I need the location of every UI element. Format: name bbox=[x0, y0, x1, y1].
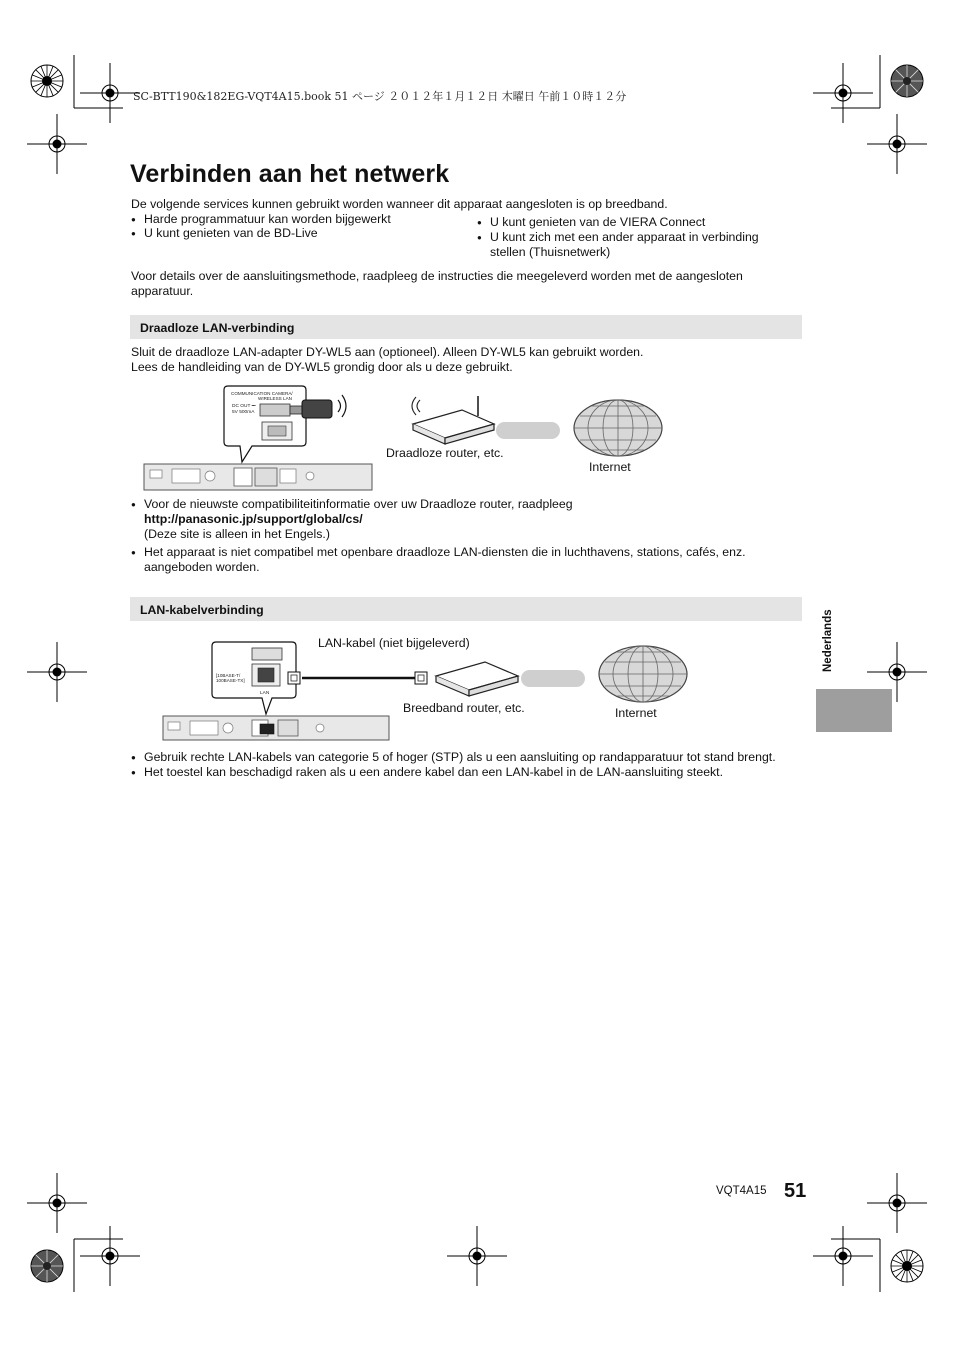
cable-label: LAN-kabel (niet bijgeleverd) bbox=[318, 636, 470, 650]
internet-globe bbox=[599, 646, 687, 702]
section-title: Draadloze LAN-verbinding bbox=[140, 321, 295, 335]
port-label: WIRELESS LAN bbox=[258, 396, 292, 401]
page-title: Verbinden aan het netwerk bbox=[130, 160, 450, 188]
internet-label: Internet bbox=[589, 460, 631, 474]
port-label: COMMUNICATION CAMERA/ bbox=[231, 391, 293, 396]
wireless-line-1: Sluit de draadloze LAN-adapter DY-WL5 aan (optioneel). Alleen DY-WL5 kan gebruikt worden. bbox=[131, 345, 644, 359]
internet-label: Internet bbox=[615, 706, 657, 720]
service-item: ● Harde programmatuur kan worden bijgewerkt bbox=[131, 212, 474, 227]
wireless-router bbox=[412, 396, 494, 444]
cable-note: ● Gebruik rechte LAN-kabels van categorie 5 of hoger (STP) als u een aansluiting op randapparatuur tot stand brengt. bbox=[131, 750, 824, 765]
port-label: DC OUT ⎓ bbox=[232, 404, 256, 409]
port-label: 100BASE-TX] bbox=[216, 678, 245, 683]
port-label: LAN bbox=[260, 691, 270, 696]
language-label: Nederlands bbox=[822, 609, 834, 672]
player-rear-panel bbox=[163, 716, 389, 740]
service-item: ● U kunt genieten van de BD-Live bbox=[131, 226, 474, 241]
player-rear-panel bbox=[144, 464, 372, 490]
model-code: VQT4A15 bbox=[716, 1185, 767, 1197]
cable-note: ● Het toestel kan beschadigd raken als u een andere kabel dan een LAN-kabel in de LAN-aansluiting steekt. bbox=[131, 765, 824, 780]
wireless-diagram bbox=[140, 380, 680, 495]
print-header: SC-BTT190&182EG-VQT4A15.book 51 ページ ２０１２年１月１２日 木曜日 午前１０時１２分 bbox=[133, 90, 627, 103]
broadband-router bbox=[436, 662, 518, 696]
language-tab bbox=[816, 689, 892, 732]
port-label: 5V 500mA bbox=[232, 410, 255, 415]
note-text: (Deze site is alleen in het Engels.) bbox=[144, 527, 330, 541]
wireless-note bbox=[131, 497, 809, 542]
router-label: Draadloze router, etc. bbox=[386, 446, 504, 460]
note-text: Voor de nieuwste compatibiliteitinformatie over uw Draadloze router, raadpleeg bbox=[144, 497, 573, 511]
internet-globe bbox=[574, 400, 662, 456]
router-label: Breedband router, etc. bbox=[403, 701, 525, 715]
wireless-note: ● Het apparaat is niet compatibel met openbare draadloze LAN-diensten die in luchthavens, stations, cafés, enz. aangeboden worden. bbox=[131, 545, 809, 575]
service-item: ● U kunt zich met een ander apparaat in verbinding stellen (Thuisnetwerk) bbox=[477, 230, 790, 260]
support-link[interactable]: http://panasonic.jp/support/global/cs/ bbox=[144, 512, 363, 526]
details-text: Voor details over de aansluitingsmethode, raadpleeg de instructies die meegeleverd worden met de aangesloten apparatuur. bbox=[131, 269, 743, 298]
intro-text: De volgende services kunnen gebruikt worden wanneer dit apparaat aangesloten is op breedband. bbox=[131, 197, 668, 211]
wireless-line-2: Lees de handleiding van de DY-WL5 grondig door als u deze gebruikt. bbox=[131, 360, 513, 374]
service-item: ● U kunt genieten van de VIERA Connect bbox=[477, 215, 790, 230]
section-cable-heading bbox=[130, 597, 802, 621]
section-title: LAN-kabelverbinding bbox=[140, 603, 264, 617]
page-number: 51 bbox=[784, 1180, 807, 1202]
port-label: [10BASE-T/ bbox=[216, 673, 241, 678]
section-wireless-heading bbox=[130, 315, 802, 339]
